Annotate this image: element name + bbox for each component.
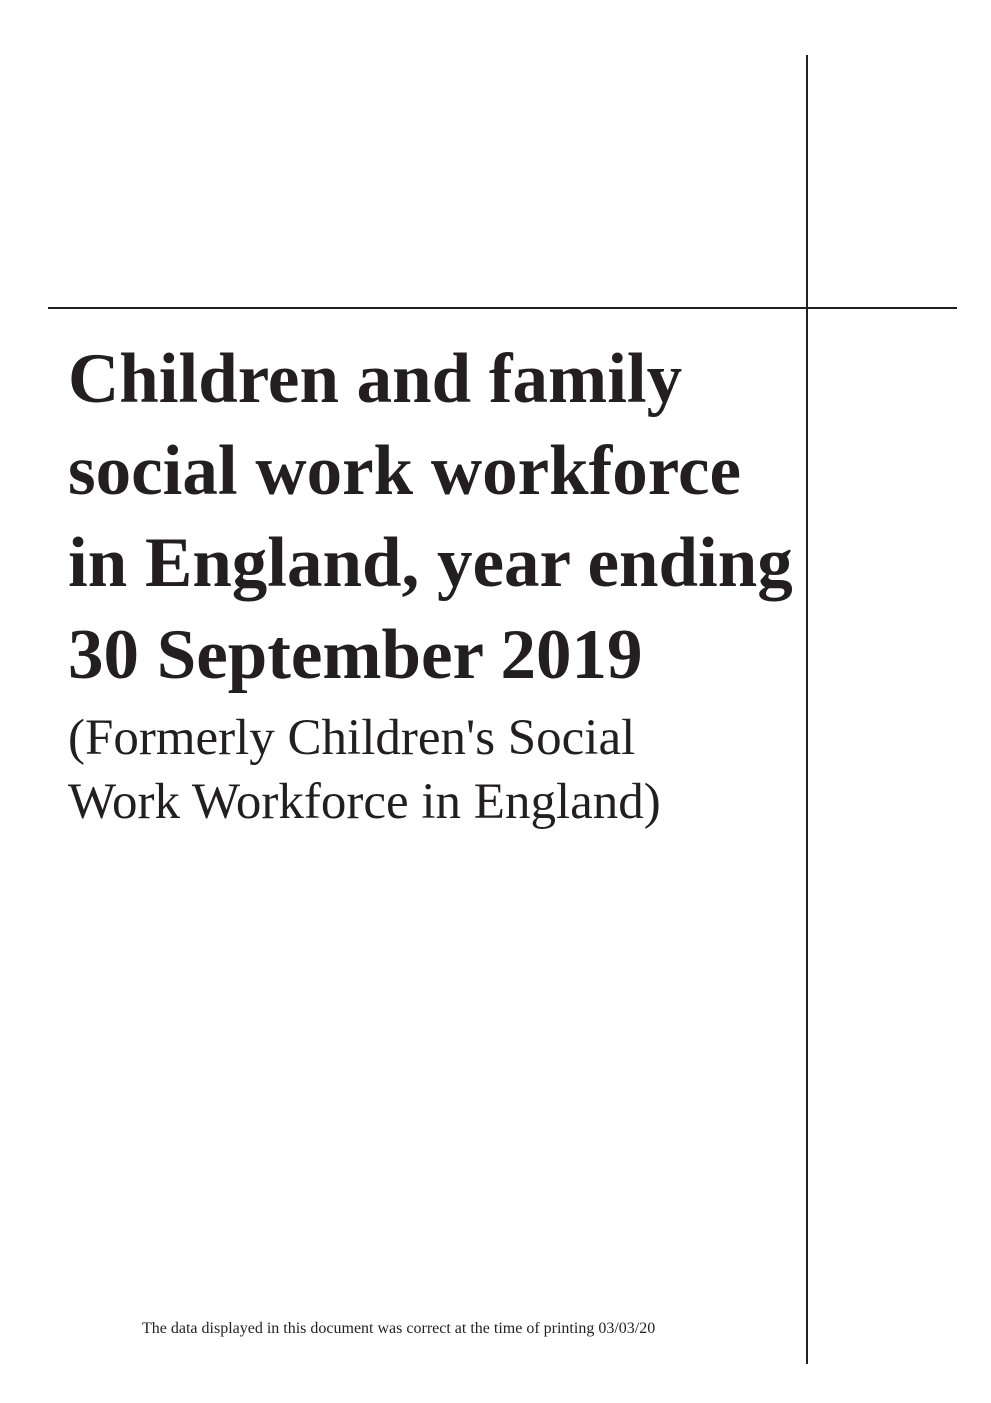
title-line-1: Children and family bbox=[68, 340, 683, 418]
vertical-rule bbox=[806, 55, 808, 1364]
document-title bbox=[68, 333, 793, 701]
title-line-2: social work workforce bbox=[68, 432, 742, 510]
horizontal-rule bbox=[48, 307, 957, 309]
title-line-4: 30 September 2019 bbox=[68, 616, 643, 694]
printing-date-note: The data displayed in this document was correct at the time of printing 03/03/20 bbox=[142, 1320, 656, 1337]
title-line-3: in England, year ending bbox=[68, 524, 793, 602]
subtitle-line-2: Work Workforce in England) bbox=[68, 774, 661, 830]
document-subtitle bbox=[68, 706, 661, 834]
subtitle-line-1: (Formerly Children's Social bbox=[68, 710, 636, 766]
